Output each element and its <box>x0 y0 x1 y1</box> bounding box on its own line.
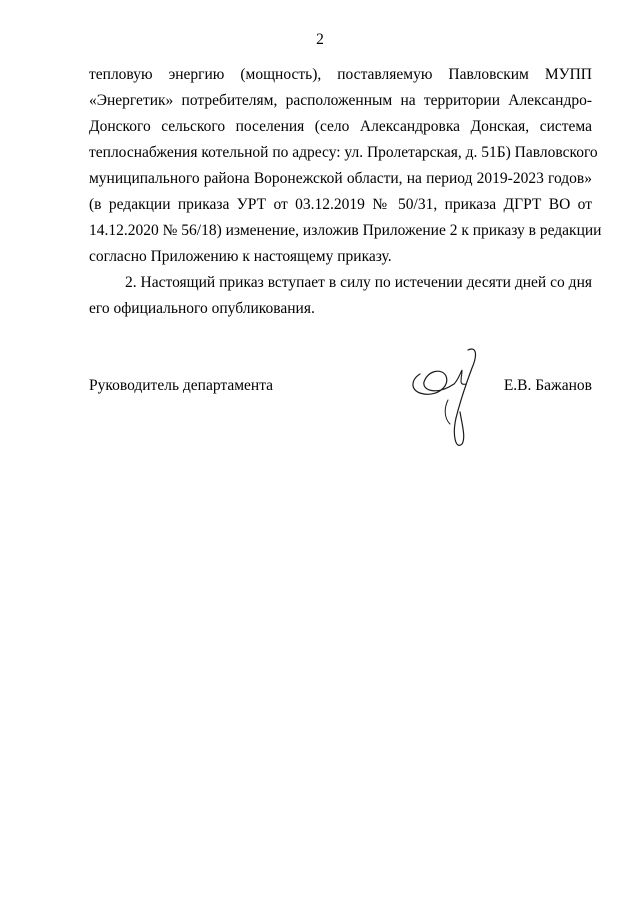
paragraph-2 <box>89 270 592 322</box>
signer-name: Е.В. Бажанов <box>503 377 592 394</box>
text-line: теплоснабжения котельной по адресу: ул. Пролетарская, д. 51Б) Павловского <box>89 144 598 161</box>
text-line: тепловую энергию (мощность), поставляемую Павловским МУПП <box>89 66 592 83</box>
document-body <box>89 62 602 322</box>
text-line: «Энергетик» потребителям, расположенным на территории Александро- <box>89 92 592 109</box>
text-line: 2. Настоящий приказ вступает в силу по истечении десяти дней со дня <box>125 274 592 291</box>
page-number: 2 <box>316 31 324 48</box>
paragraph-1 <box>89 62 602 270</box>
text-line: его официального опубликования. <box>89 300 315 317</box>
text-line: согласно Приложению к настоящему приказу. <box>89 248 392 265</box>
text-line: (в редакции приказа УРТ от 03.12.2019 № 50/31, приказа ДГРТ ВО от <box>89 196 592 213</box>
handwritten-signature <box>406 344 496 454</box>
text-line: 14.12.2020 № 56/18) изменение, изложив Приложение 2 к приказу в редакции <box>89 222 602 239</box>
text-line: Донского сельского поселения (село Александровка Донская, система <box>89 118 592 135</box>
signature-block <box>89 344 592 454</box>
text-line: муниципального района Воронежской области, на период 2019-2023 годов» <box>89 170 592 187</box>
signer-title: Руководитель департамента <box>89 377 274 394</box>
